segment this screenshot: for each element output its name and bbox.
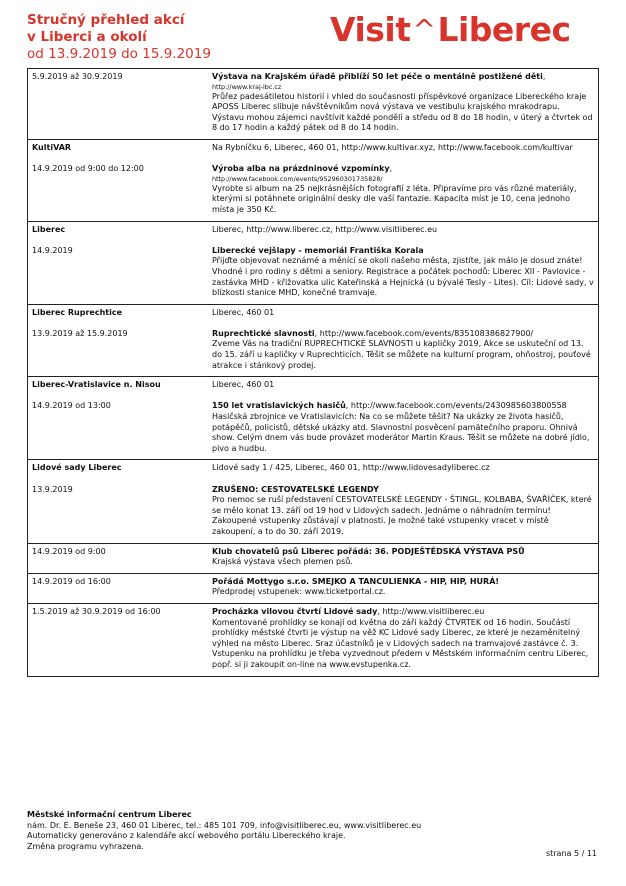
- event-description: Hasičská zbrojnice ve Vratislavicích: Na co se můžete těšit? Na ukázky ze života hasičů, potápěčů, policistů, dětské ukázky atd. Slavnostní posvěcení pamätečního praporu. Ohnivá show. Celým dnem vás bude provázet moderátor Martin Kraus. Těšit se můžete na dobré jídlo, pivo a hudbu.: [212, 412, 590, 453]
- venue-info: Lidové sady 1 / 425, Liberec, 460 01, http://www.lidovesadyliberec.cz: [212, 463, 490, 473]
- title-line-2: v Liberci a okolí: [27, 29, 147, 45]
- event-right-cell: [208, 377, 599, 460]
- event-row: [28, 69, 599, 140]
- title-line-1: Stručný přehled akcí: [27, 12, 185, 28]
- event-left-cell: [28, 543, 209, 573]
- event-title-suffix: , http://www.visitliberec.eu: [377, 606, 485, 616]
- venue-info: Na Rybníčku 6, Liberec, 460 01, http://www.kultivar.xyz, http://www.facebook.com/kultivar: [212, 142, 573, 152]
- logo-text-liberec: Liberec: [437, 10, 571, 49]
- event-date: 14.9.2019 od 16:00: [32, 576, 111, 586]
- event-date: 13.9.2019 až 15.9.2019: [32, 328, 128, 338]
- document-title: [27, 12, 327, 63]
- event-right-cell: [208, 543, 599, 573]
- event-row: [28, 221, 599, 304]
- event-description: Komentované prohlídky se konají od května do září každý ČTVRTEK od 16 hodin. Součástí prohlídky městské čtvrti je výstup na věž KC Lidové sady Liberec, ze které je nezaměnitelný výhled na město Liberec. Sraz účastníků je v Lidových sadech na tramvajové zastávce č. 3. Vstupenku na prohlídku je třeba vyzvednout předem v Městském informačním centru Liberec, popř. si ji zakoupit on-line na www.evstupenka.cz.: [212, 617, 589, 669]
- event-description: Vyrobte si album na 25 nejkrásnějších fotografií z léta. Připravíme pro vás různé materiály, kterými si potáhnete originální desky dle vaší fantazie. Kapacita míst je 10, cena jednoho místa je 350 Kč.: [212, 183, 577, 214]
- page-number: strana 5 / 11: [545, 849, 597, 858]
- event-row: [28, 377, 599, 460]
- event-left-cell: [28, 460, 209, 543]
- event-left-cell: [28, 573, 209, 603]
- event-url: http://www.facebook.com/events/952960301735828/: [212, 174, 383, 183]
- event-title-suffix: , http://www.facebook.com/events/835108386827900/: [314, 328, 534, 338]
- venue-name: Lidové sady Liberec: [32, 463, 122, 473]
- event-title: Klub chovatelů psů Liberec pořádá: 36. PODJEŠTĚDSKÁ VÝSTAVA PSŮ: [212, 546, 525, 556]
- event-row: [28, 543, 599, 573]
- event-description: Pro nemoc se ruší představení CESTOVATELSKÉ LEGENDY - ŠTINGL, KOLBABA, ŠVAŘÍČEK, které se mělo konat 13. září od 19 hod v Lidových sadech. Jednáme o náhradním termínu! Zakoupené vstupenky zůstávají v platnosti. Je možné také vstupenky vracet v místě zakoupení, a to do 30. září 2019.: [212, 495, 592, 536]
- event-title: ZRUŠENO: CESTOVATELSKÉ LEGENDY: [212, 484, 379, 494]
- event-left-cell: [28, 69, 209, 140]
- event-right-cell: [208, 304, 599, 377]
- event-row: [28, 460, 599, 543]
- footer-address: nám. Dr. E. Beneše 23, 460 01 Liberec, tel.: 485 101 709, info@visitliberec.eu, www.visitliberec.eu: [27, 820, 422, 830]
- event-date: 14.9.2019: [32, 245, 73, 255]
- event-row: [28, 139, 599, 221]
- venue-info: Liberec, 460 01: [212, 307, 275, 317]
- event-right-cell: [208, 460, 599, 543]
- event-left-cell: [28, 603, 209, 676]
- event-description: Krajská výstava všech plemen psů.: [212, 557, 353, 567]
- event-title-suffix: , http://www.facebook.com/events/2430985603800558: [345, 401, 567, 411]
- event-title: Pořádá Mottygo s.r.o. SMEJKO A TANCULIENKA - HIP, HIP, HURÁ!: [212, 576, 500, 586]
- event-left-cell: [28, 377, 209, 460]
- event-description: Přijďte objevovat neznámé a měnící se okolí našeho města, zjistíte, jak málo je dosud znáte! Vhodné i pro rodiny s dětmi a seniory. Registrace a počátek pochodů: Liberec XII - Pavlovice - zastávka MHD - křižovatka ulic Kateřinská a Hejnická (u bývalé Tesly - Lites). Cíl: Lidové sady, v blízkosti stanice MHD, konečné tramvaje.: [212, 256, 594, 298]
- venue-name: KultiVAR: [32, 142, 72, 152]
- event-title: Liberecké vejšlapy - memoriál Františka Korala: [212, 245, 424, 255]
- event-left-cell: [28, 304, 209, 377]
- event-title-suffix: ,: [389, 164, 393, 174]
- footer-change-note: Změna programu vyhrazena.: [27, 841, 144, 851]
- logo-caret: ^: [412, 13, 436, 46]
- event-description: Zveme Vás na tradiční RUPRECHTICKÉ SLAVNOSTI u kapličky 2019, Akce se uskuteční od 13. do 15. září u kapličky v Ruprechticích. Těšit se můžete na kulturní program, ohňostroj, pouťové atrakce i stánkový prodej.: [212, 339, 591, 370]
- event-right-cell: [208, 573, 599, 603]
- event-date: 1.5.2019 až 30.9.2019 od 16:00: [32, 606, 161, 616]
- event-date: 14.9.2019 od 13:00: [32, 401, 111, 411]
- footer-org: Městské informační centrum Liberec: [27, 810, 192, 819]
- event-date: 14.9.2019 od 9:00 do 12:00: [32, 164, 144, 174]
- event-row: [28, 304, 599, 377]
- event-url: http://www.kraj-lbc.cz: [212, 82, 282, 91]
- venue-name: Liberec-Vratislavice n. Nisou: [32, 380, 161, 390]
- venue-info: Liberec, http://www.liberec.cz, http://www.visitliberec.eu: [212, 224, 438, 234]
- events-table-body: [28, 69, 599, 677]
- event-right-cell: [208, 139, 599, 221]
- venue-name: Liberec: [32, 224, 66, 234]
- footer-generated-note: Automaticky generováno z kalendáře akcí webového portálu Libereckého kraje.: [27, 831, 346, 841]
- event-date: 13.9.2019: [32, 484, 73, 494]
- event-title: Výroba alba na prázdninové vzpomínky: [212, 164, 390, 174]
- event-right-cell: [208, 603, 599, 676]
- event-date: 14.9.2019 od 9:00: [32, 546, 106, 556]
- event-description: Průřez padesátiletou historií i vhled do současnosti příspěvkové organizace Libereckého kraje APOSS Liberec slibuje návštěvníkům nová výstava ve vestibulu krajského mrakodrapu. Výstavu mohou zájemci navštívit každé pondělí a středu od 8 do 18 hodin, v úterý a čtvrtek od 8 do 17 hodin a každý pátek od 8 do 14 hodin.: [212, 91, 593, 133]
- events-table: [27, 68, 599, 677]
- event-title: Výstava na Krajském úřadě přiblíží 50 let péče o mentálně postižené děti: [212, 72, 543, 81]
- event-date: 5.9.2019 až 30.9.2019: [32, 72, 123, 81]
- event-description: Předprodej vstupenek: www.ticketportal.cz.: [212, 587, 386, 597]
- visit-liberec-logo: [330, 12, 602, 50]
- date-range: od 13.9.2019 do 15.9.2019: [27, 46, 211, 62]
- event-title-suffix: ,: [542, 72, 546, 81]
- venue-info: Liberec, 460 01: [212, 380, 275, 390]
- footer: [27, 810, 599, 852]
- event-title: Procházka vilovou čtvrtí Lidové sady: [212, 606, 378, 616]
- event-title: Ruprechtické slavnosti: [212, 328, 315, 338]
- logo-text-visit: Visit: [330, 10, 411, 49]
- event-left-cell: [28, 221, 209, 304]
- event-row: [28, 573, 599, 603]
- venue-name: Liberec Ruprechtice: [32, 307, 123, 317]
- event-row: [28, 603, 599, 676]
- event-title: 150 let vratislavických hasičů: [212, 401, 346, 411]
- event-right-cell: [208, 69, 599, 140]
- event-right-cell: [208, 221, 599, 304]
- event-left-cell: [28, 139, 209, 221]
